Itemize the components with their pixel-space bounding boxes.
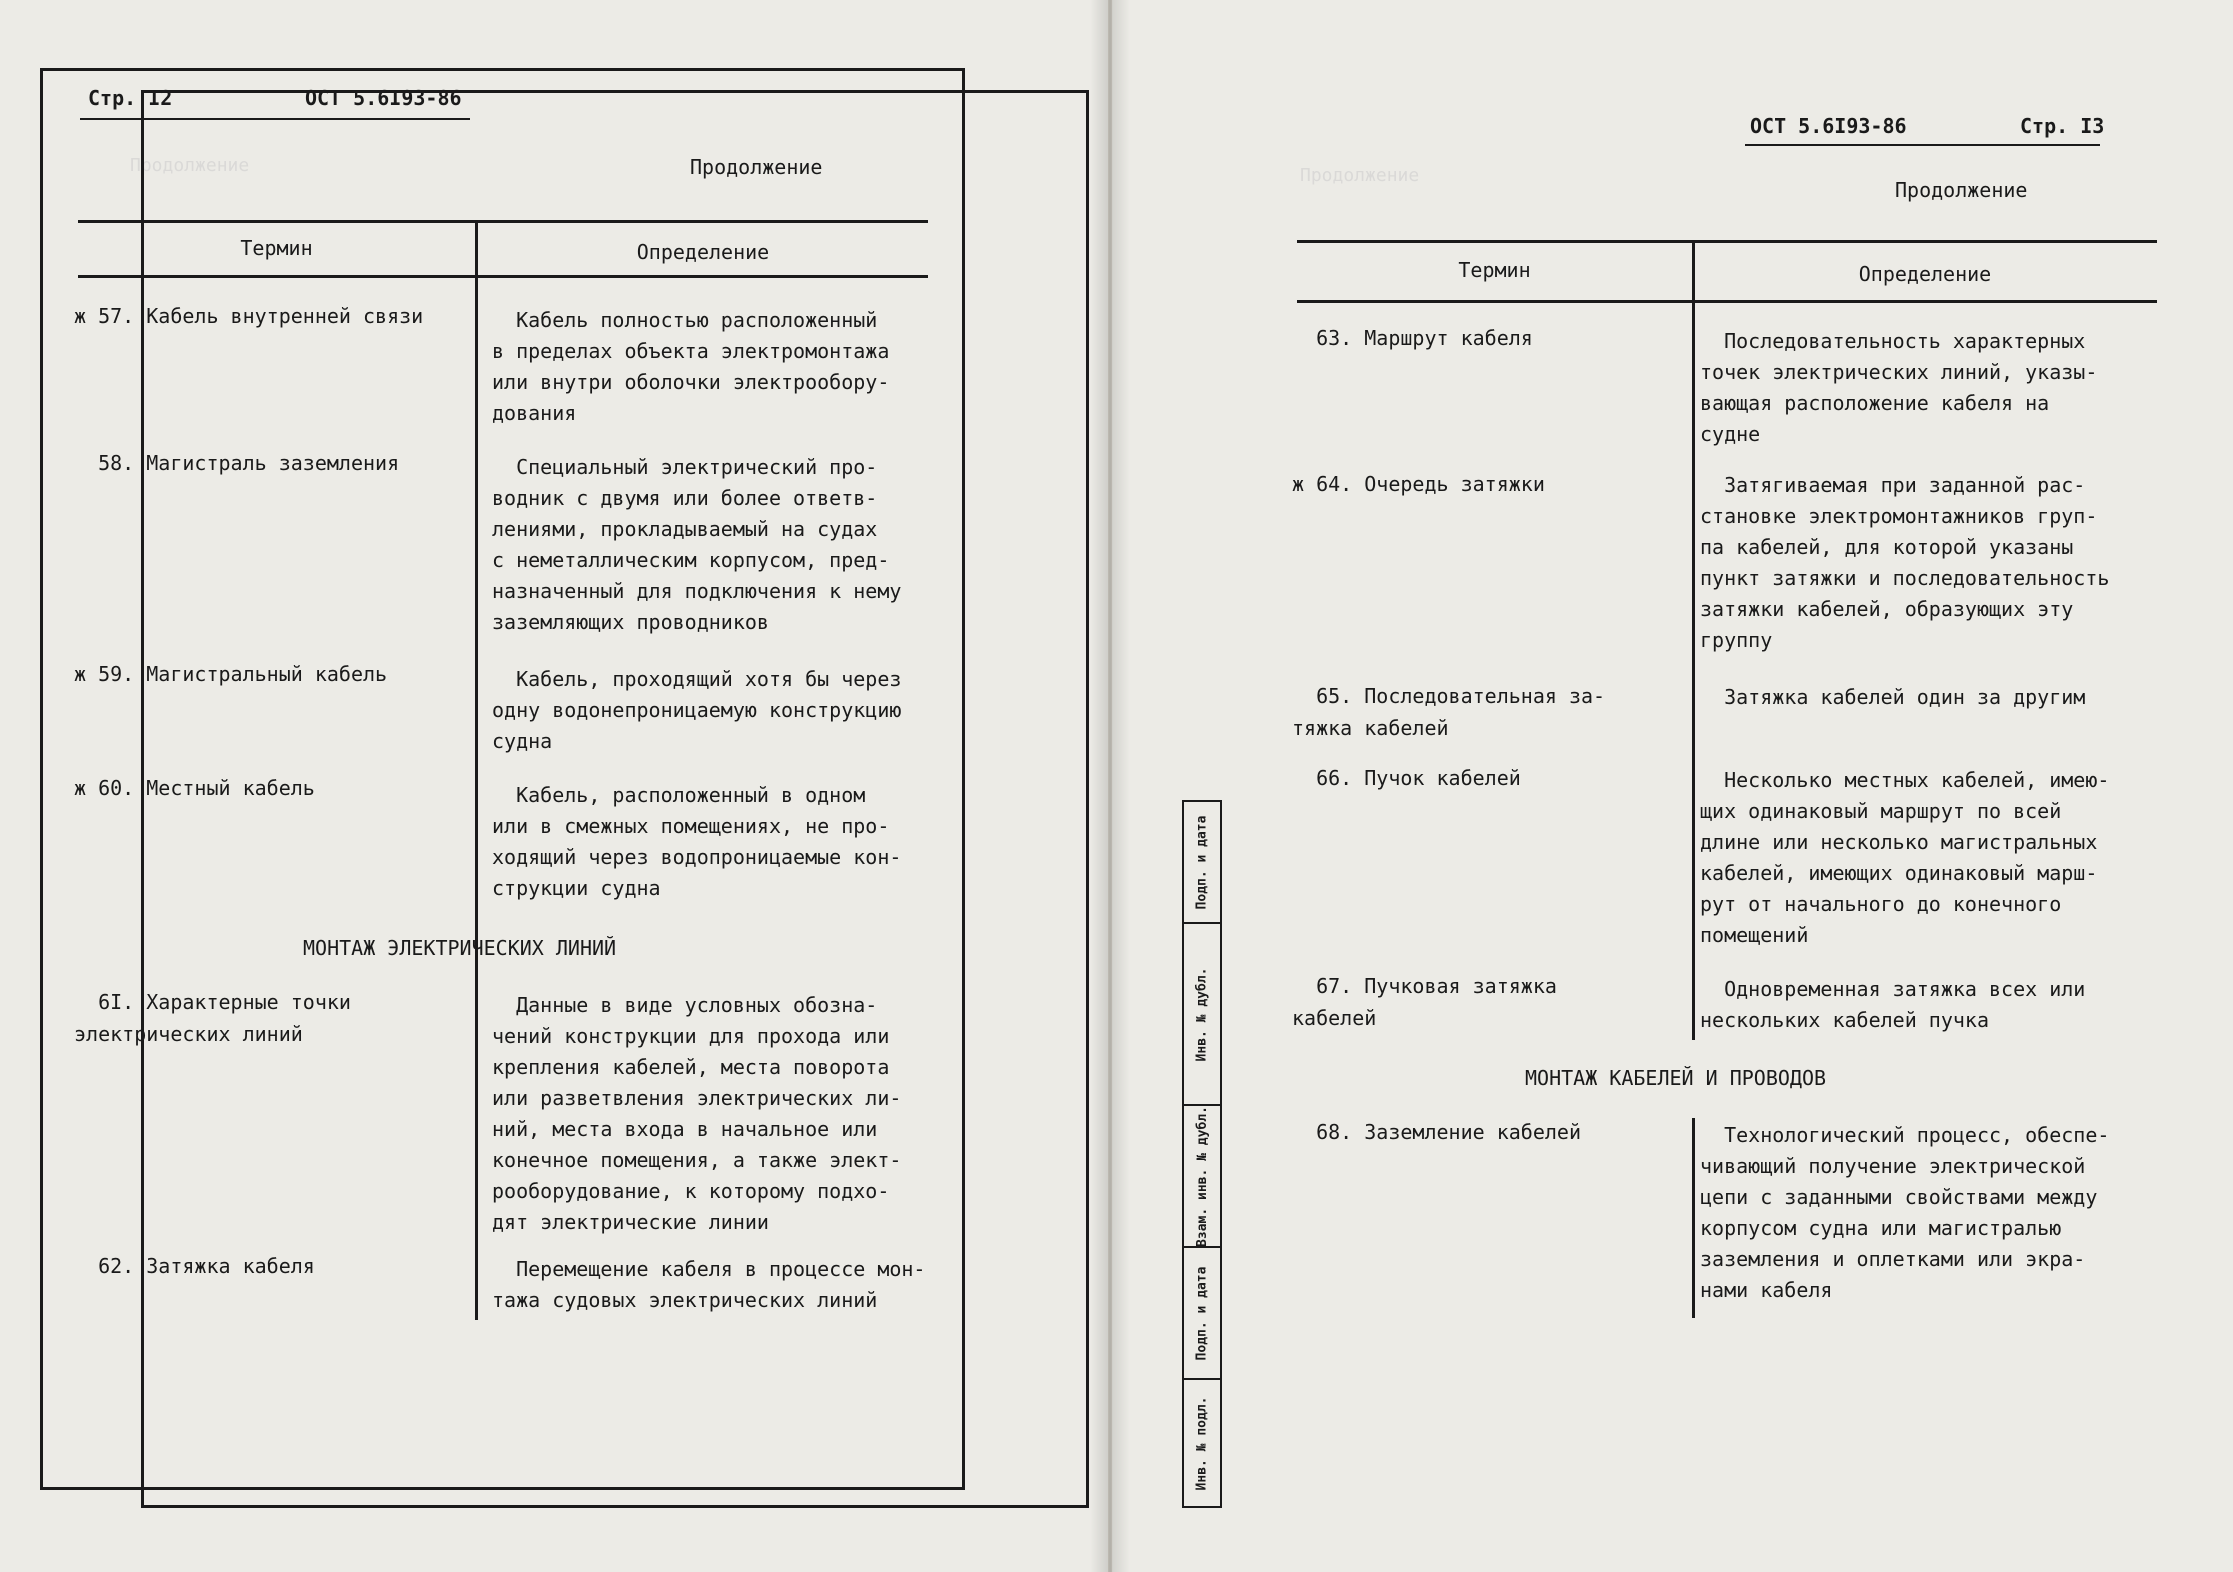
show-through-text: Продолжение (130, 155, 250, 176)
left-standard-code: ОСТ 5.6I93-86 (305, 86, 462, 110)
right-section-title: МОНТАЖ КАБЕЛЕЙ И ПРОВОДОВ (1525, 1066, 1827, 1090)
term-59: ж 59. Магистральный кабель (74, 662, 388, 686)
right-col-definition-header: Определение (1858, 262, 1992, 286)
right-continuation-label: Продолжение (1895, 178, 2028, 202)
right-header-underline (1745, 144, 2100, 146)
document-control-stamp (1182, 800, 1222, 1508)
definition-62: Перемещение кабеля в процессе мон- тажа судовых электрических линий (492, 1257, 926, 1312)
stamp-cell: Взам. инв. № дубл. (1184, 1106, 1220, 1248)
right-header-rule (1297, 300, 2157, 303)
left-page-number: Стр. I2 (88, 86, 173, 110)
definition-66: Несколько местных кабелей, имею- щих одинаковый маршрут по всей длине или несколько магистральных кабелей, имеющих одинаковый марш- рут от начального до конечного помещений (1700, 768, 2110, 947)
term-60: ж 60. Местный кабель (74, 776, 315, 800)
term-68: 68. Заземление кабелей (1292, 1120, 1581, 1144)
term-62: 62. Затяжка кабеля (74, 1254, 315, 1278)
definition-61: Данные в виде условных обозна- чений конструкции для прохода или крепления кабелей, места поворота или разветвления электрических ли- ний, места входа в начальное или конечное помещения, а также элект- рооборудование, к которому подхо- дят электрические линии (492, 993, 902, 1234)
book-spine (1090, 0, 1130, 1572)
definition-60: Кабель, расположенный в одном или в смежных помещениях, не про- ходящий через водопроницаемые кон- струкции судна (492, 783, 902, 900)
left-continuation-label: Продолжение (690, 155, 823, 179)
stamp-cell: Подп. и дата (1184, 802, 1220, 924)
left-section-title: МОНТАЖ ЭЛЕКТРИЧЕСКИХ ЛИНИЙ (303, 936, 617, 960)
right-column-divider-lower (1692, 1118, 1695, 1318)
term-66: 66. Пучок кабелей (1292, 766, 1521, 790)
term-67: 67. Пучковая затяжка кабелей (1292, 974, 1557, 1030)
right-page-number: Стр. I3 (2020, 114, 2105, 138)
term-65: 65. Последовательная за- тяжка кабелей (1292, 684, 1606, 740)
term-58: 58. Магистраль заземления (74, 451, 400, 475)
right-page-frame (141, 90, 1089, 1508)
definition-67: Одновременная затяжка всех или нескольких кабелей пучка (1700, 977, 2086, 1032)
definition-65: Затяжка кабелей один за другим (1700, 685, 2086, 709)
definition-68: Технологический процесс, обеспе- чивающий получение электрической цепи с заданными свойствами между корпусом судна или магистралью заземления и оплетками или экра- нами кабеля (1700, 1123, 2110, 1302)
right-column-divider-upper (1692, 240, 1695, 1040)
definition-58: Специальный электрический про- водник с двумя или более ответв- лениями, прокладываемый на судах с неметаллическим корпусом, пред- назначенный для подключения к нему заземляющих проводников (492, 455, 902, 634)
term-64: ж 64. Очередь затяжки (1292, 472, 1545, 496)
left-col-definition-header: Определение (636, 240, 770, 264)
term-57: ж 57. Кабель внутренней связи (74, 304, 424, 328)
stamp-cell: Инв. № подл. (1194, 1396, 1210, 1490)
left-col-term-header: Термин (240, 236, 313, 260)
right-standard-code: ОСТ 5.6I93-86 (1750, 114, 1907, 138)
show-through-text: Продолжение (1300, 165, 1420, 186)
stamp-cell: Подп. и дата (1184, 1248, 1220, 1380)
right-col-term-header: Термин (1458, 258, 1531, 282)
definition-59: Кабель, проходящий хотя бы через одну водонепроницаемую конструкцию судна (492, 667, 902, 753)
term-61: 6I. Характерные точки электрических линий (74, 990, 351, 1046)
stamp-cell: Инв. № дубл. (1184, 924, 1220, 1106)
term-63: 63. Маршрут кабеля (1292, 326, 1533, 350)
right-table-top-rule (1297, 240, 2157, 243)
definition-63: Последовательность характерных точек электрических линий, указы- вающая расположение кабеля на судне (1700, 329, 2098, 446)
definition-57: Кабель полностью расположенный в пределах объекта электромонтажа или внутри оболочки электрообору- дования (492, 308, 890, 425)
definition-64: Затягиваемая при заданной рас- становке электромонтажников груп- па кабелей, для которой указаны пункт затяжки и последовательность затяжки кабелей, образующих эту группу (1700, 473, 2110, 652)
